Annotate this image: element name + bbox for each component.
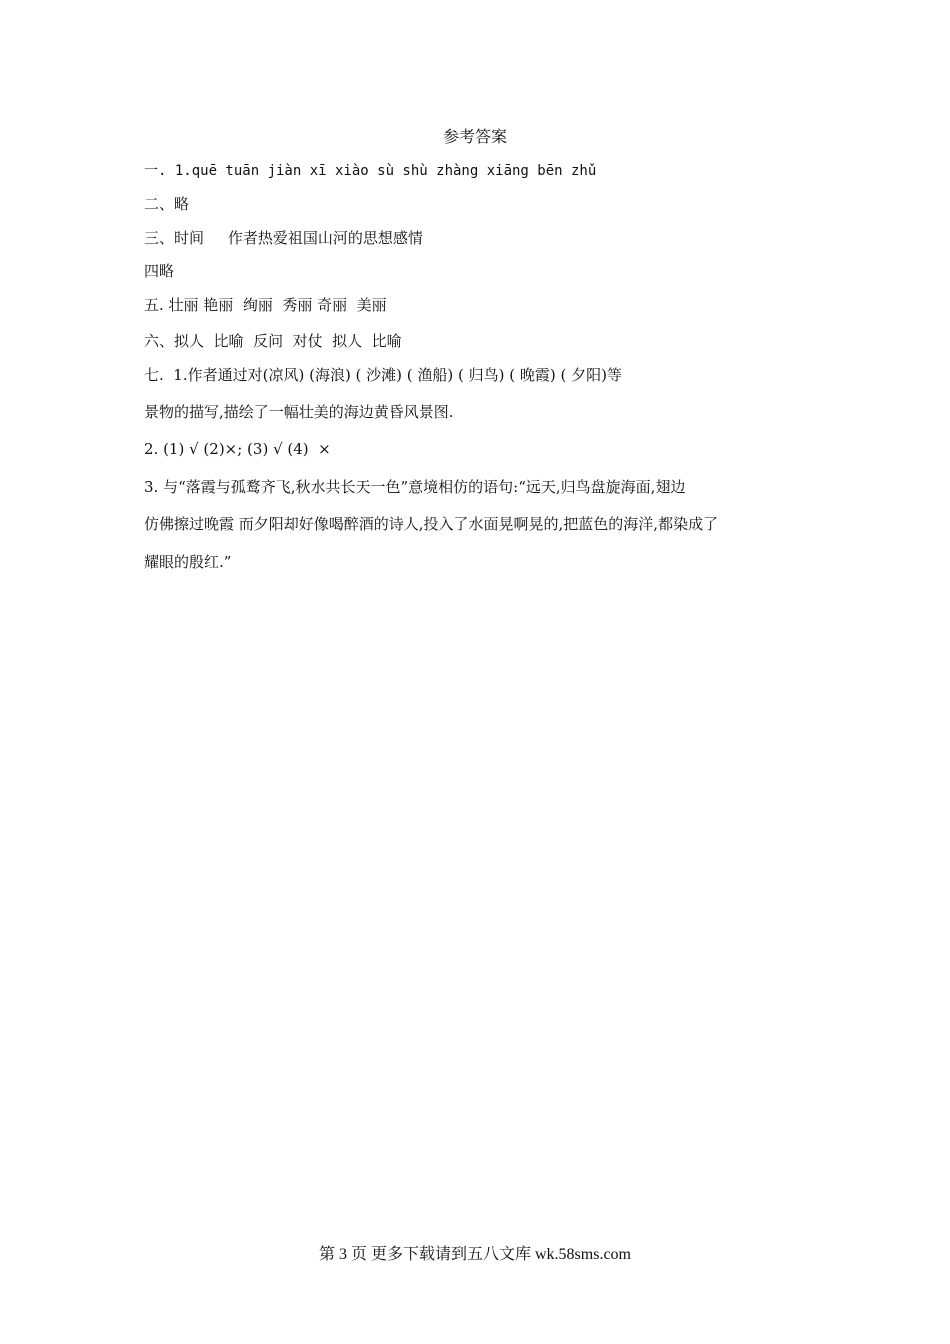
page-title: 参考答案 — [442, 127, 507, 146]
answer-line-10: 3. 与“落霞与孤鹜齐飞,秋水共长天一色”意境相仿的语句:“远天,归鸟盘旋海面,翅边 — [144, 478, 686, 496]
answer-line-5: 五. 壮丽 艳丽 绚丽 秀丽 奇丽 美丽 — [144, 296, 387, 314]
page-footer: 第 3 页 更多下载请到五八文库 wk.58sms.com — [318, 1246, 631, 1263]
answer-line-8: 景物的描写,描绘了一幅壮美的海边黄昏风景图. — [144, 403, 454, 421]
answer-line-3: 三、时间 作者热爱祖国山河的思想感情 — [144, 229, 423, 247]
answer-line-4: 四略 — [144, 262, 175, 280]
answer-line-1: 一. 1.quē tuān jiàn xī xiào sù shù zhàng xiāng bēn zhǔ — [144, 163, 597, 179]
answer-line-6: 六、拟人 比喻 反问 对仗 拟人 比喻 — [144, 332, 402, 350]
answer-line-12: 耀眼的殷红.” — [144, 553, 232, 571]
answer-line-9: 2. (1) √ (2)×; (3) √ (4) × — [144, 440, 331, 458]
answer-line-11: 仿佛擦过晚霞 而夕阳却好像喝醉酒的诗人,投入了水面晃啊晃的,把蓝色的海洋,都染成了 — [144, 515, 719, 533]
answer-line-2: 二、略 — [144, 195, 190, 213]
answer-line-7: 七. 1.作者通过对(凉风) (海浪) ( 沙滩) ( 渔船) ( 归鸟) ( 晚霞) ( 夕阳)等 — [144, 366, 622, 384]
